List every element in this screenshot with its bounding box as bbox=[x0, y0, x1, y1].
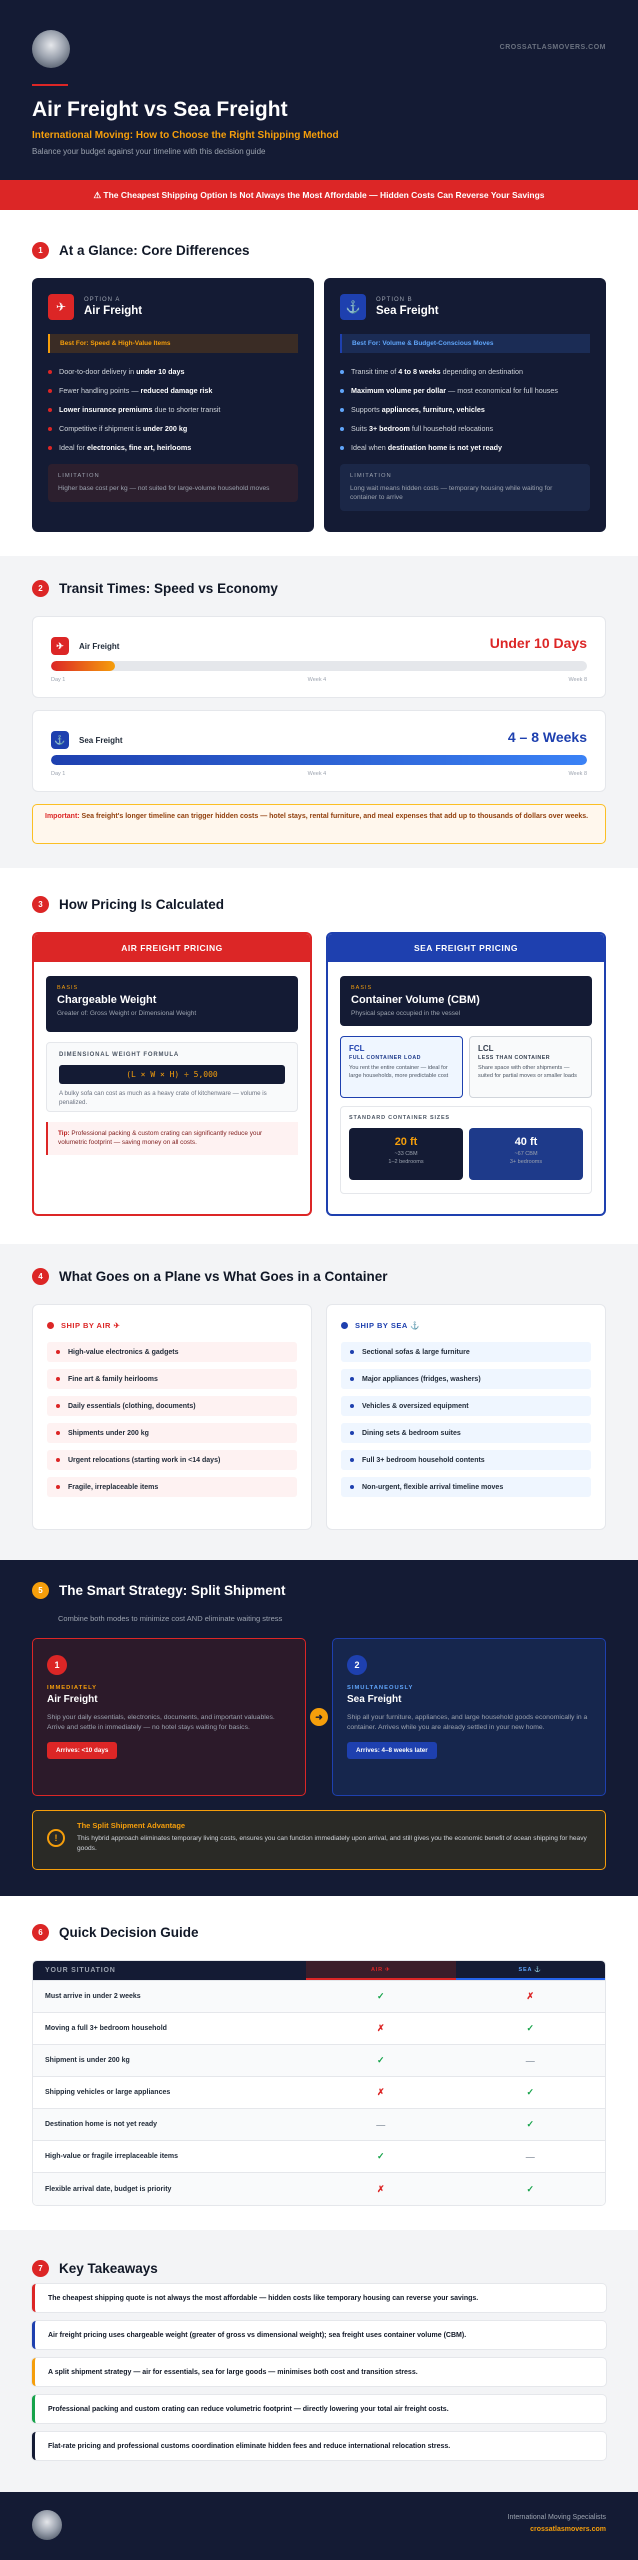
section-number: 7 bbox=[32, 2260, 49, 2277]
advantage-text: This hybrid approach eliminates temporary living costs, ensures you can function immediately upon arrival, and still gives you the economic benefit of ocean shipping for heavy goods. bbox=[77, 1835, 587, 1852]
feature-item bbox=[48, 443, 298, 452]
feature-text-bold: appliances, furniture, vehicles bbox=[381, 405, 485, 414]
situation-cell: Destination home is not yet ready bbox=[45, 2121, 158, 2128]
step-label: SIMULTANEOUSLY bbox=[347, 1685, 414, 1691]
size-title: 40 ft bbox=[514, 1136, 538, 1148]
feature-text-bold: under 10 days bbox=[136, 367, 185, 376]
air-pricing-card bbox=[32, 932, 312, 1216]
situation-cell: High-value or fragile irreplaceable items bbox=[45, 2153, 179, 2160]
site-url[interactable]: CROSSATLASMOVERS.COM bbox=[499, 44, 606, 51]
situation-cell: Moving a full 3+ bedroom household bbox=[45, 2025, 167, 2032]
fcl-box bbox=[340, 1036, 463, 1098]
section-title: What Goes on a Plane vs What Goes in a Container bbox=[59, 1269, 388, 1284]
plane-heading bbox=[32, 1268, 388, 1285]
tick-label: Day 1 bbox=[51, 771, 66, 777]
pricing-basis bbox=[46, 976, 298, 1032]
transit-fill bbox=[51, 755, 587, 765]
option-title: Sea Freight bbox=[376, 305, 439, 317]
feature-text-bold: Maximum volume per dollar bbox=[351, 386, 447, 395]
list-item-text: Urgent relocations (starting work in <14 days) bbox=[68, 1456, 221, 1464]
section-number: 4 bbox=[32, 1268, 49, 1285]
limitation-text: Long wait means hidden costs — temporary housing while waiting for container to arrive bbox=[350, 485, 553, 502]
transit-value: 4 – 8 Weeks bbox=[507, 729, 587, 745]
accent-divider bbox=[32, 84, 68, 86]
ship-by-sea-card bbox=[326, 1304, 606, 1530]
bullet-icon bbox=[350, 1404, 354, 1408]
feature-text-post: — most economical for full houses bbox=[446, 386, 558, 395]
step-label: IMMEDIATELY bbox=[47, 1685, 97, 1691]
pricing-header: SEA FREIGHT PRICING bbox=[328, 934, 604, 962]
option-label: OPTION A bbox=[84, 297, 121, 303]
feature-text-pre: Fewer handling points — bbox=[59, 386, 141, 395]
pricing-heading bbox=[32, 896, 224, 913]
step-desc: Ship all your furniture, appliances, and large household goods economically in a container. Arrives while you are already settled in your new home. bbox=[347, 1714, 588, 1732]
list-item bbox=[341, 1342, 591, 1362]
step-title: Sea Freight bbox=[347, 1694, 402, 1705]
list-item-text: High-value electronics & gadgets bbox=[68, 1348, 179, 1356]
section-title: How Pricing Is Calculated bbox=[59, 897, 225, 912]
bullet-icon bbox=[350, 1485, 354, 1489]
section-title: Quick Decision Guide bbox=[59, 1925, 199, 1940]
basis-title: Chargeable Weight bbox=[57, 994, 157, 1006]
container-sizes bbox=[340, 1106, 592, 1194]
section-title: Key Takeaways bbox=[59, 2261, 158, 2276]
container-load-types bbox=[340, 1036, 592, 1098]
feature-text-bold: electronics, fine art, heirlooms bbox=[86, 443, 192, 452]
feature-text-bold: 3+ bedroom bbox=[368, 424, 410, 433]
table-row bbox=[33, 2141, 605, 2173]
bullet-icon bbox=[48, 446, 52, 450]
takeaway-item: The cheapest shipping quote is not always the most affordable — hidden costs like temporary housing can reverse your savings. bbox=[32, 2284, 606, 2312]
bullet-icon bbox=[56, 1458, 60, 1462]
bullet-icon bbox=[56, 1431, 60, 1435]
split-sea-card bbox=[332, 1638, 606, 1796]
table-row bbox=[33, 2077, 605, 2109]
transit-fill bbox=[51, 661, 115, 671]
sea-option-card bbox=[324, 278, 606, 532]
glance-heading bbox=[32, 242, 250, 259]
lcl-title: LCL bbox=[478, 1044, 494, 1053]
feature-item bbox=[340, 386, 590, 395]
col-situation: YOUR SITUATION bbox=[45, 1967, 116, 1974]
transit-value: Under 10 Days bbox=[489, 635, 587, 651]
tick-label: Week 4 bbox=[307, 771, 327, 777]
list-item bbox=[341, 1477, 591, 1497]
limitation-box bbox=[340, 464, 590, 511]
feature-item bbox=[48, 405, 298, 414]
sizes-label: STANDARD CONTAINER SIZES bbox=[349, 1115, 450, 1121]
bullet-icon bbox=[350, 1350, 354, 1354]
bullet-icon bbox=[48, 427, 52, 431]
glance-section bbox=[0, 210, 638, 556]
feature-item bbox=[340, 367, 590, 376]
warning-banner: ⚠ The Cheapest Shipping Option Is Not Always the Most Affordable — Hidden Costs Can Reverse Your Savings bbox=[0, 180, 638, 210]
feature-text-pre: Suits bbox=[351, 424, 369, 433]
packing-tip bbox=[46, 1122, 298, 1155]
list-item bbox=[47, 1423, 297, 1443]
arrow-right-icon: ➜ bbox=[310, 1708, 328, 1726]
list-item-text: Non-urgent, flexible arrival timeline moves bbox=[362, 1483, 504, 1491]
formula-desc: A bulky sofa can cost as much as a heavy crate of kitchenware — volume is penalized. bbox=[59, 1090, 267, 1106]
air-cell: — bbox=[376, 2119, 386, 2130]
situation-cell: Shipment is under 200 kg bbox=[45, 2057, 130, 2064]
air-cell: ✓ bbox=[377, 2055, 385, 2065]
arrival-badge: Arrives: 4–8 weeks later bbox=[347, 1742, 437, 1759]
size-cbm: ~33 CBM bbox=[394, 1151, 418, 1157]
basis-sub: Greater of: Gross Weight or Dimensional Weight bbox=[57, 1010, 197, 1017]
formula-label: DIMENSIONAL WEIGHT FORMULA bbox=[59, 1052, 180, 1058]
lcl-sub: LESS THAN CONTAINER bbox=[478, 1055, 551, 1061]
list-item-text: Dining sets & bedroom suites bbox=[362, 1429, 461, 1437]
pricing-header: AIR FREIGHT PRICING bbox=[34, 934, 310, 962]
air-cell: ✗ bbox=[377, 2087, 385, 2097]
feature-text bbox=[351, 386, 558, 395]
air-transit-card bbox=[32, 616, 606, 698]
air-cell: ✗ bbox=[377, 2023, 385, 2033]
list-item-text: Fine art & family heirlooms bbox=[68, 1375, 158, 1383]
basis-title: Container Volume (CBM) bbox=[351, 994, 480, 1006]
transit-track bbox=[51, 661, 587, 671]
split-subtitle: Combine both modes to minimize cost AND eliminate waiting stress bbox=[58, 1614, 283, 1623]
feature-text bbox=[351, 424, 493, 433]
list-item-text: Shipments under 200 kg bbox=[68, 1429, 149, 1437]
feature-text-pre: Door-to-door delivery in bbox=[59, 367, 137, 376]
feature-item bbox=[340, 424, 590, 433]
list-item bbox=[47, 1369, 297, 1389]
sea-cell: ✓ bbox=[526, 2023, 535, 2033]
ship-icon: ⚓ bbox=[51, 731, 69, 749]
feature-item bbox=[48, 367, 298, 376]
bullet-icon bbox=[350, 1377, 354, 1381]
takeaway-item: Professional packing and custom crating can reduce volumetric footprint — directly lowering your total air freight costs. bbox=[32, 2395, 606, 2423]
pricing-basis bbox=[340, 976, 592, 1026]
container-20ft bbox=[349, 1128, 463, 1180]
guide-heading bbox=[32, 1924, 199, 1941]
list-item-text: Daily essentials (clothing, documents) bbox=[68, 1402, 196, 1410]
best-for-tag: Best For: Speed & High-Value Items bbox=[48, 334, 298, 353]
sea-cell: — bbox=[525, 2055, 535, 2066]
sea-cell: — bbox=[525, 2151, 535, 2162]
table-row bbox=[33, 2045, 605, 2077]
lcl-box bbox=[469, 1036, 592, 1098]
takeaway-item: Flat-rate pricing and professional customs coordination eliminate hidden fees and reduce international relocation stress. bbox=[32, 2432, 606, 2460]
plane-icon: ✈ bbox=[51, 637, 69, 655]
decision-table bbox=[32, 1960, 606, 2206]
bullet-icon bbox=[340, 408, 344, 412]
arrival-badge: Arrives: <10 days bbox=[47, 1742, 117, 1759]
feature-text bbox=[351, 443, 502, 452]
limitation-label: LIMITATION bbox=[58, 473, 100, 479]
feature-text-post: depending on destination bbox=[440, 367, 523, 376]
step-number: 1 bbox=[47, 1655, 67, 1675]
page-title: Air Freight vs Sea Freight bbox=[32, 98, 288, 121]
feature-item bbox=[340, 443, 590, 452]
feature-text bbox=[351, 405, 485, 414]
tick-label: Week 4 bbox=[307, 677, 327, 683]
step-desc: Ship your daily essentials, electronics, documents, and important valuables. Arrive and settle in immediately — no hotel stays waiting for basics. bbox=[47, 1714, 275, 1732]
list-item bbox=[341, 1423, 591, 1443]
feature-text bbox=[59, 443, 191, 452]
section-number: 6 bbox=[32, 1924, 49, 1941]
table-header bbox=[33, 1961, 605, 1981]
col-air: AIR ✈ bbox=[306, 1961, 455, 1980]
list-item-text: Major appliances (fridges, washers) bbox=[362, 1375, 481, 1383]
tip-key: Tip: bbox=[58, 1130, 70, 1137]
company-logo bbox=[32, 30, 70, 68]
feature-text-pre: Ideal for bbox=[59, 443, 87, 452]
feature-text-pre: Ideal when bbox=[351, 443, 388, 452]
bullet-icon bbox=[48, 389, 52, 393]
container-40ft bbox=[469, 1128, 583, 1180]
ship-by-air-card bbox=[32, 1304, 312, 1530]
size-title: 20 ft bbox=[394, 1136, 418, 1148]
bullet-icon bbox=[56, 1350, 60, 1354]
table-row bbox=[33, 1981, 605, 2013]
list-item bbox=[341, 1450, 591, 1470]
table-row bbox=[33, 2013, 605, 2045]
feature-item bbox=[48, 386, 298, 395]
takeaway-item: Air freight pricing uses chargeable weight (greater of gross vs dimensional weight); sea freight uses container volume (CBM). bbox=[32, 2321, 606, 2349]
basis-label: BASIS bbox=[351, 985, 373, 991]
bullet-icon bbox=[56, 1404, 60, 1408]
section-title: Transit Times: Speed vs Economy bbox=[59, 581, 278, 596]
list-item-text: Sectional sofas & large furniture bbox=[362, 1348, 470, 1356]
air-cell: ✓ bbox=[377, 2151, 385, 2161]
transit-heading bbox=[32, 580, 278, 597]
bullet-icon bbox=[340, 427, 344, 431]
bullet-icon bbox=[56, 1485, 60, 1489]
feature-text bbox=[59, 386, 212, 395]
feature-item bbox=[48, 424, 298, 433]
limitation-label: LIMITATION bbox=[350, 473, 392, 479]
list-item bbox=[341, 1396, 591, 1416]
feature-item bbox=[340, 405, 590, 414]
air-feature-list bbox=[48, 367, 298, 452]
option-title: Air Freight bbox=[84, 305, 143, 317]
dimensional-formula-box bbox=[46, 1042, 298, 1112]
sea-cell: ✗ bbox=[526, 1991, 535, 2001]
list-item bbox=[341, 1369, 591, 1389]
feature-text-bold: reduced damage risk bbox=[140, 386, 213, 395]
transit-ticks bbox=[51, 771, 587, 777]
sea-cell: ✓ bbox=[526, 2183, 535, 2194]
transit-section bbox=[0, 556, 638, 868]
limitation-box bbox=[48, 464, 298, 502]
feature-text-post: full household relocations bbox=[409, 424, 494, 433]
feature-text-bold: Lower insurance premiums bbox=[59, 405, 153, 414]
list-item bbox=[47, 1342, 297, 1362]
plane-icon: ✈ bbox=[48, 294, 74, 320]
sea-items-list bbox=[341, 1342, 591, 1497]
footer-tagline: International Moving Specialists bbox=[507, 2514, 606, 2521]
takeaways-heading bbox=[32, 2260, 158, 2277]
list-item bbox=[47, 1396, 297, 1416]
list-item-text: Fragile, irreplaceable items bbox=[68, 1483, 159, 1491]
air-option-card bbox=[32, 278, 314, 532]
size-beds: 1–2 bedrooms bbox=[388, 1159, 424, 1165]
feature-text-bold: 4 to 8 weeks bbox=[398, 367, 441, 376]
feature-text bbox=[59, 367, 184, 376]
transit-mode: Air Freight bbox=[79, 641, 120, 651]
sea-cell: ✓ bbox=[526, 2087, 535, 2097]
sea-feature-list bbox=[340, 367, 590, 452]
card-head: SHIP BY AIR ✈ bbox=[61, 1321, 121, 1330]
bullet-icon bbox=[350, 1458, 354, 1462]
option-label: OPTION B bbox=[376, 297, 413, 303]
table-row bbox=[33, 2173, 605, 2205]
section-number: 3 bbox=[32, 896, 49, 913]
feature-text-bold: under 200 kg bbox=[142, 424, 188, 433]
page-footer bbox=[0, 2492, 638, 2560]
important-note bbox=[32, 804, 606, 844]
feature-text-pre: Competitive if shipment is bbox=[59, 424, 143, 433]
air-cell: ✗ bbox=[377, 2183, 385, 2194]
transit-track bbox=[51, 755, 587, 765]
bullet-icon bbox=[48, 370, 52, 374]
bullet-icon bbox=[56, 1377, 60, 1381]
bullet-icon bbox=[47, 1322, 54, 1329]
limitation-text: Higher base cost per kg — not suited for large-volume household moves bbox=[58, 485, 270, 492]
formula: (L × W × H) ÷ 5,000 bbox=[59, 1065, 285, 1084]
fcl-sub: FULL CONTAINER LOAD bbox=[349, 1055, 421, 1061]
tick-label: Week 8 bbox=[568, 771, 587, 777]
bullet-icon bbox=[350, 1431, 354, 1435]
section-title: The Smart Strategy: Split Shipment bbox=[59, 1583, 286, 1598]
tick-label: Day 1 bbox=[51, 677, 66, 683]
best-for-tag: Best For: Volume & Budget-Conscious Moves bbox=[340, 334, 590, 353]
tip-text: Professional packing & custom crating can significantly reduce your volumetric footprint — saving money on all costs. bbox=[58, 1130, 263, 1147]
bullet-icon bbox=[340, 446, 344, 450]
table-row bbox=[33, 2109, 605, 2141]
feature-text bbox=[59, 405, 220, 414]
list-item bbox=[47, 1477, 297, 1497]
section-number: 1 bbox=[32, 242, 49, 259]
situation-cell: Flexible arrival date, budget is priority bbox=[45, 2185, 172, 2193]
advantage-title: The Split Shipment Advantage bbox=[77, 1821, 186, 1830]
step-title: Air Freight bbox=[47, 1694, 98, 1705]
col-sea: SEA ⚓ bbox=[456, 1961, 605, 1980]
sea-pricing-card bbox=[326, 932, 606, 1216]
air-cell: ✓ bbox=[377, 1991, 385, 2001]
basis-sub: Physical space occupied in the vessel bbox=[351, 1010, 461, 1017]
section-number: 5 bbox=[32, 1582, 49, 1599]
size-cbm: ~67 CBM bbox=[514, 1151, 538, 1157]
card-head: SHIP BY SEA ⚓ bbox=[355, 1321, 420, 1330]
feature-text-pre: Transit time of bbox=[351, 367, 399, 376]
footer-logo bbox=[32, 2510, 62, 2540]
info-icon: ! bbox=[47, 1829, 65, 1847]
feature-text bbox=[59, 424, 187, 433]
tick-label: Week 8 bbox=[568, 677, 587, 683]
air-items-list bbox=[47, 1342, 297, 1497]
basis-label: BASIS bbox=[57, 985, 79, 991]
bullet-icon bbox=[341, 1322, 348, 1329]
section-title: At a Glance: Core Differences bbox=[59, 243, 250, 258]
page-tagline: Balance your budget against your timeline with this decision guide bbox=[32, 147, 266, 156]
situation-cell: Shipping vehicles or large appliances bbox=[45, 2089, 171, 2096]
split-air-card bbox=[32, 1638, 306, 1796]
takeaway-item: A split shipment strategy — air for essentials, sea for large goods — minimises both cost and transition stress. bbox=[32, 2358, 606, 2386]
split-heading bbox=[32, 1582, 286, 1599]
situation-cell: Must arrive in under 2 weeks bbox=[45, 1993, 141, 2000]
page-header bbox=[0, 0, 638, 180]
footer-url[interactable]: crossatlasmovers.com bbox=[530, 2526, 606, 2533]
feature-text-post: due to shorter transit bbox=[152, 405, 221, 414]
bullet-icon bbox=[340, 389, 344, 393]
section-number: 2 bbox=[32, 580, 49, 597]
split-advantage-box bbox=[32, 1810, 606, 1870]
bullet-icon bbox=[340, 370, 344, 374]
bullet-icon bbox=[48, 408, 52, 412]
size-beds: 3+ bedrooms bbox=[509, 1159, 543, 1165]
feature-text-bold: destination home is not yet ready bbox=[387, 443, 502, 452]
sea-transit-card bbox=[32, 710, 606, 792]
transit-ticks bbox=[51, 677, 587, 683]
list-item bbox=[47, 1450, 297, 1470]
ship-icon: ⚓ bbox=[340, 294, 366, 320]
transit-mode: Sea Freight bbox=[79, 735, 123, 745]
list-item-text: Vehicles & oversized equipment bbox=[362, 1402, 469, 1410]
page-subtitle: International Moving: How to Choose the Right Shipping Method bbox=[32, 130, 339, 141]
list-item-text: Full 3+ bedroom household contents bbox=[362, 1456, 485, 1464]
sea-cell: ✓ bbox=[526, 2119, 535, 2129]
note-text: Sea freight's longer timeline can trigger hidden costs — hotel stays, rental furniture, and meal expenses that add up to thousands of dollars over weeks. bbox=[79, 813, 589, 820]
fcl-desc: You rent the entire container — ideal for large households, more predictable cost bbox=[349, 1065, 449, 1079]
feature-text-pre: Supports bbox=[351, 405, 382, 414]
fcl-title: FCL bbox=[349, 1044, 365, 1053]
feature-text bbox=[351, 367, 523, 376]
note-key: Important: bbox=[45, 813, 80, 820]
step-number: 2 bbox=[347, 1655, 367, 1675]
lcl-desc: Share space with other shipments — suited for partial moves or smaller loads bbox=[478, 1065, 577, 1079]
